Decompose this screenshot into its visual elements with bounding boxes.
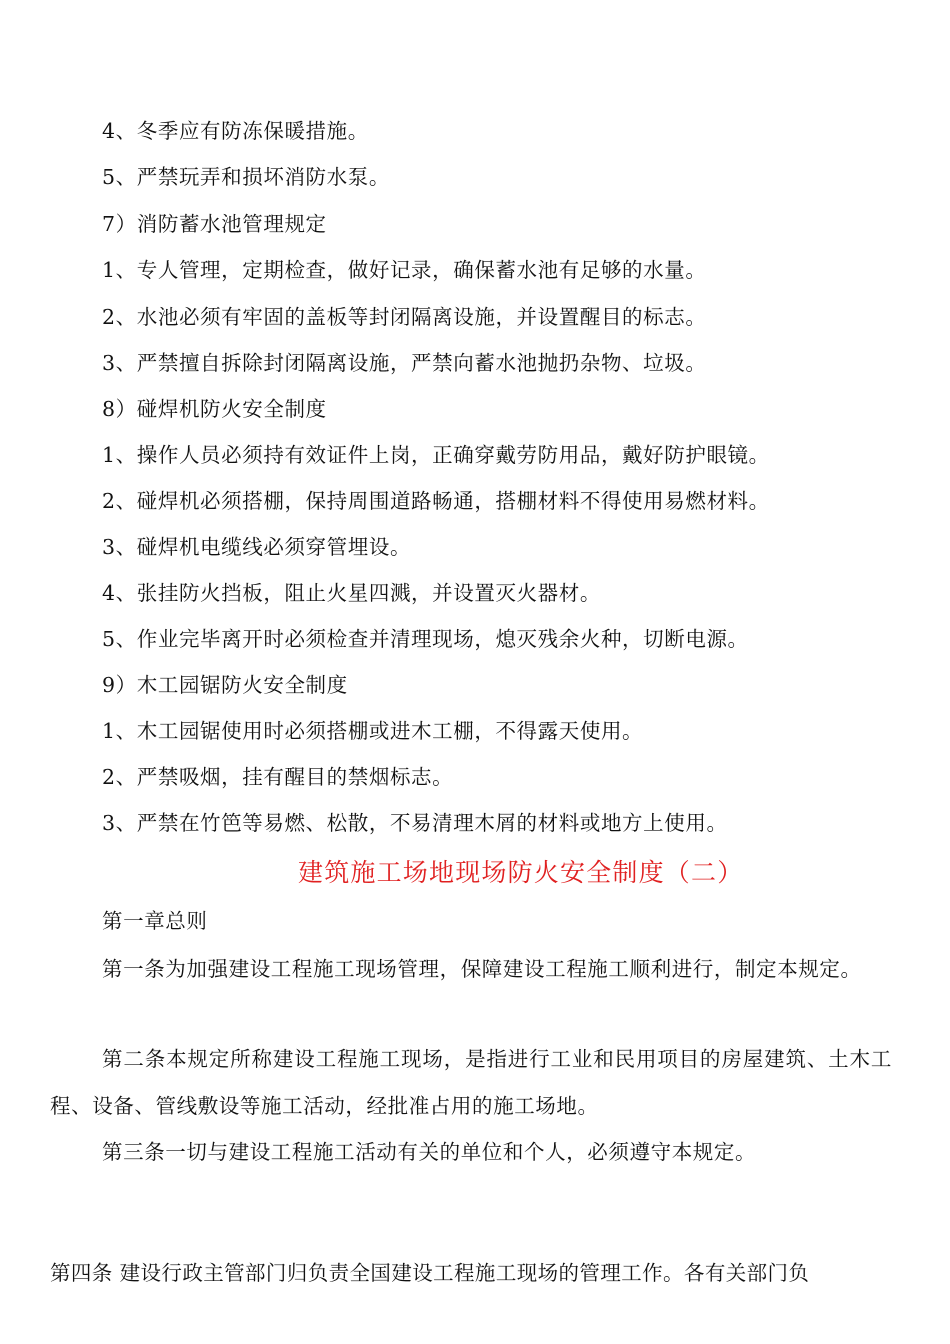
text-line: 5、严禁玩弄和损坏消防水泵。 bbox=[102, 165, 390, 189]
section-subheading: 8）碰焊机防火安全制度 bbox=[102, 397, 327, 421]
text-line: 5、作业完毕离开时必须检查并清理现场，熄灭残余火种，切断电源。 bbox=[102, 627, 749, 651]
text-line: 3、严禁在竹笆等易燃、松散，不易清理木屑的材料或地方上使用。 bbox=[102, 811, 728, 835]
document-heading: 建筑施工场地现场防火安全制度（二） bbox=[298, 858, 744, 887]
text-line: 1、专人管理，定期检查，做好记录，确保蓄水池有足够的水量。 bbox=[102, 258, 707, 282]
text-line: 3、严禁擅自拆除封闭隔离设施，严禁向蓄水池抛扔杂物、垃圾。 bbox=[102, 351, 707, 375]
text-line: 2、严禁吸烟，挂有醒目的禁烟标志。 bbox=[102, 765, 454, 789]
text-line: 2、水池必须有牢固的盖板等封闭隔离设施，并设置醒目的标志。 bbox=[102, 305, 707, 329]
text-line: 1、木工园锯使用时必须搭棚或进木工棚，不得露天使用。 bbox=[102, 719, 644, 743]
article-paragraph: 第三条一切与建设工程施工活动有关的单位和个人，必须遵守本规定。 bbox=[102, 1140, 757, 1164]
text-line: 4、张挂防火挡板，阻止火星四溅，并设置灭火器材。 bbox=[102, 581, 601, 605]
chapter-title: 第一章总则 bbox=[102, 909, 208, 933]
section-subheading: 7）消防蓄水池管理规定 bbox=[102, 212, 327, 236]
text-line: 2、碰焊机必须搭棚，保持周围道路畅通，搭棚材料不得使用易燃材料。 bbox=[102, 489, 770, 513]
article-paragraph: 第一条为加强建设工程施工现场管理，保障建设工程施工顺利进行，制定本规定。 bbox=[102, 957, 862, 981]
article-paragraph: 第四条 建设行政主管部门归负责全国建设工程施工现场的管理工作。各有关部门负 bbox=[50, 1261, 810, 1285]
article-paragraph: 第二条本规定所称建设工程施工现场，是指进行工业和民用项目的房屋建筑、土木工程、设备、管线敷设等施工活动，经批准占用的施工场地。 bbox=[50, 1047, 892, 1118]
section-subheading: 9）木工园锯防火安全制度 bbox=[102, 673, 348, 697]
text-line: 4、冬季应有防冻保暖措施。 bbox=[102, 119, 369, 143]
text-line: 1、操作人员必须持有效证件上岗，正确穿戴劳防用品，戴好防护眼镜。 bbox=[102, 443, 770, 467]
text-line: 3、碰焊机电缆线必须穿管埋设。 bbox=[102, 535, 412, 559]
